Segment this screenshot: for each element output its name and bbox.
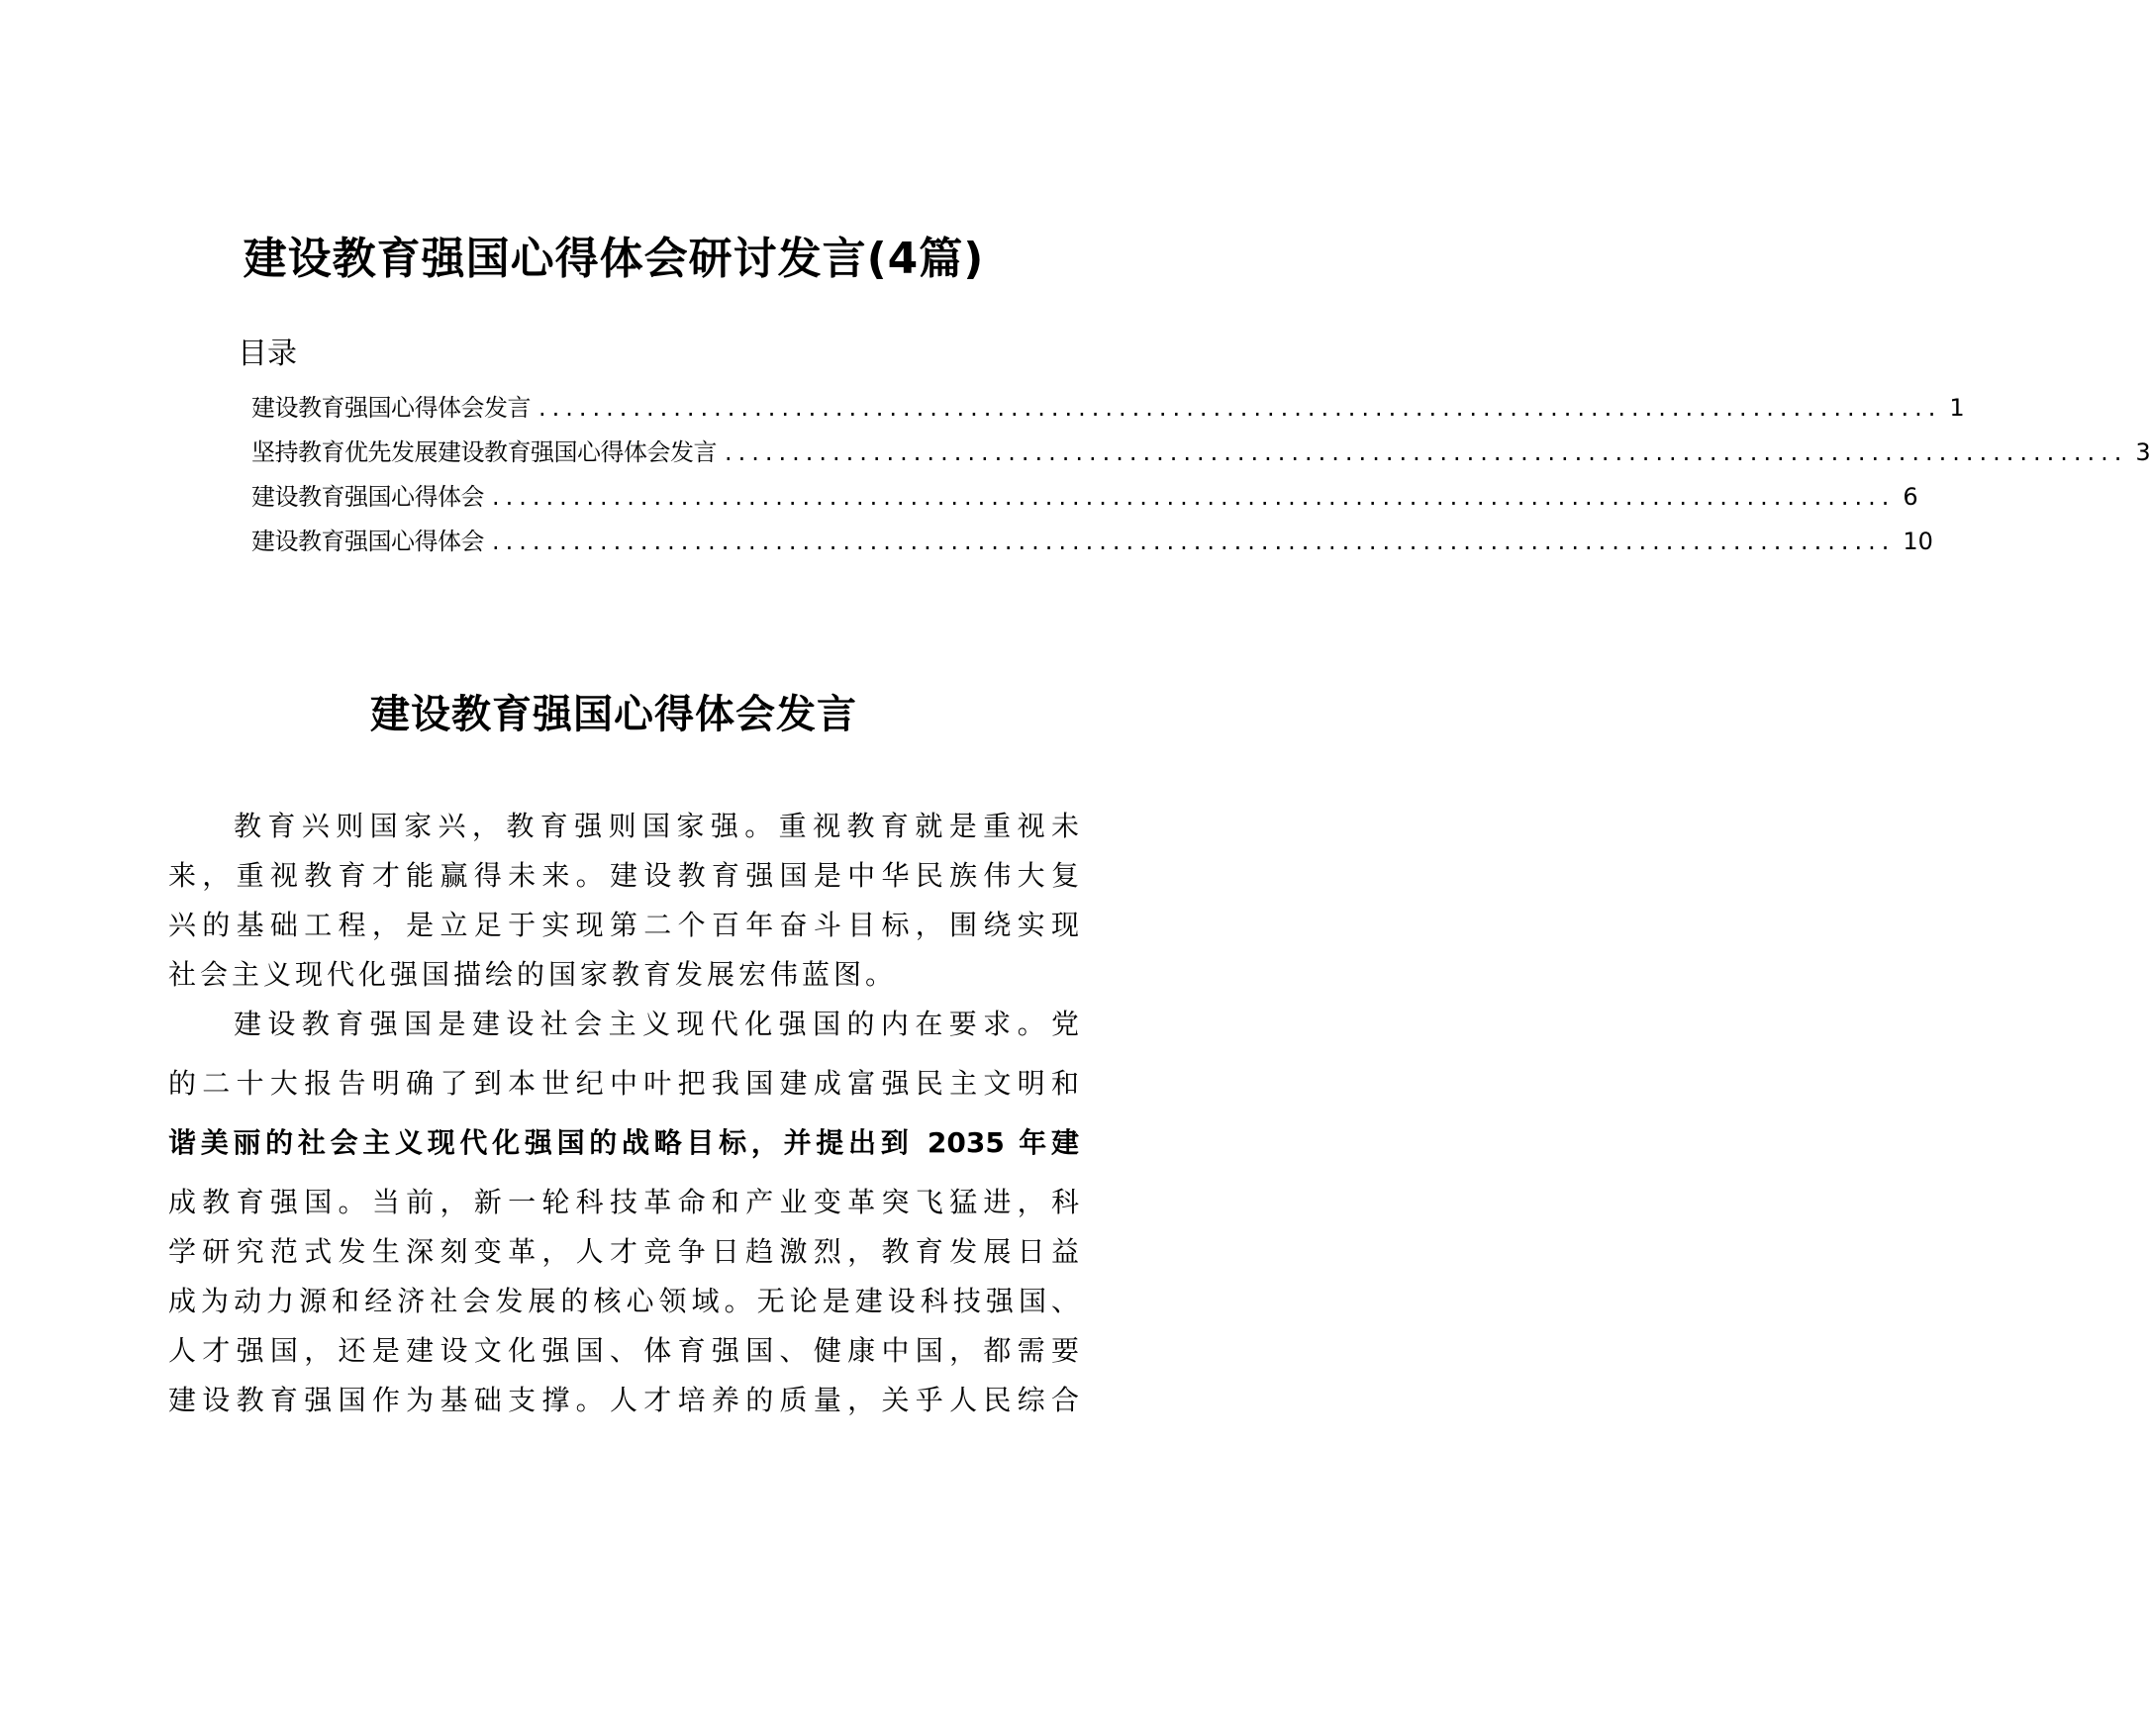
paragraph-line: 谐美丽的社会主义现代化强国的战略目标，并提出到 2035 年建 bbox=[168, 1126, 1079, 1159]
toc-entry-page: 6 bbox=[1903, 483, 1918, 511]
toc-entry[interactable] bbox=[251, 475, 1918, 520]
toc-leader-dots: ........................................................................................................ bbox=[492, 483, 1896, 511]
paragraph-line: 建设教育强国是建设社会主义现代化强国的内在要求。党 bbox=[234, 1008, 1079, 1040]
toc-entry[interactable] bbox=[251, 520, 1933, 564]
toc-entry[interactable] bbox=[251, 386, 1965, 431]
table-of-contents bbox=[251, 386, 2151, 564]
toc-entry-title: 坚持教育优先发展建设教育强国心得体会发言 bbox=[251, 438, 717, 466]
toc-leader-dots: ........................................................................................................ bbox=[725, 438, 2128, 466]
toc-entry-title: 建设教育强国心得体会发言 bbox=[251, 394, 531, 422]
paragraph-line: 的二十大报告明确了到本世纪中叶把我国建成富强民主文明和 bbox=[168, 1067, 1079, 1100]
toc-entry-page: 10 bbox=[1903, 528, 1933, 555]
section-title: 建设教育强国心得体会发言 bbox=[370, 692, 857, 737]
document-title: 建设教育强国心得体会研讨发言(4篇) bbox=[243, 234, 985, 284]
paragraph-line: 人才强国，还是建设文化强国、体育强国、健康中国，都需要 bbox=[168, 1334, 1079, 1367]
toc-heading: 目录 bbox=[238, 337, 297, 371]
paragraph-line: 兴的基础工程，是立足于实现第二个百年奋斗目标，围绕实现 bbox=[168, 909, 1079, 941]
toc-entry-page: 3 bbox=[2135, 438, 2151, 466]
toc-entry[interactable] bbox=[251, 431, 2151, 475]
paragraph-line: 社会主义现代化强国描绘的国家教育发展宏伟蓝图。 bbox=[168, 958, 898, 991]
toc-leader-dots: ........................................................................................................ bbox=[492, 528, 1896, 555]
section-body bbox=[168, 802, 1079, 1425]
toc-entry-title: 建设教育强国心得体会 bbox=[251, 483, 484, 511]
paragraph-line: 来，重视教育才能赢得未来。建设教育强国是中华民族伟大复 bbox=[168, 859, 1079, 892]
toc-entry-title: 建设教育强国心得体会 bbox=[251, 528, 484, 555]
toc-leader-dots: ........................................................................................................ bbox=[538, 394, 1942, 422]
paragraph-line: 建设教育强国作为基础支撑。人才培养的质量，关乎人民综合 bbox=[168, 1384, 1079, 1416]
paragraph-line: 成为动力源和经济社会发展的核心领域。无论是建设科技强国、 bbox=[168, 1285, 1079, 1317]
paragraph-line: 学研究范式发生深刻变革，人才竞争日趋激烈，教育发展日益 bbox=[168, 1235, 1079, 1268]
paragraph-line: 成教育强国。当前，新一轮科技革命和产业变革突飞猛进，科 bbox=[168, 1186, 1079, 1218]
toc-entry-page: 1 bbox=[1949, 394, 1965, 422]
paragraph-line: 教育兴则国家兴，教育强则国家强。重视教育就是重视未 bbox=[234, 810, 1079, 842]
